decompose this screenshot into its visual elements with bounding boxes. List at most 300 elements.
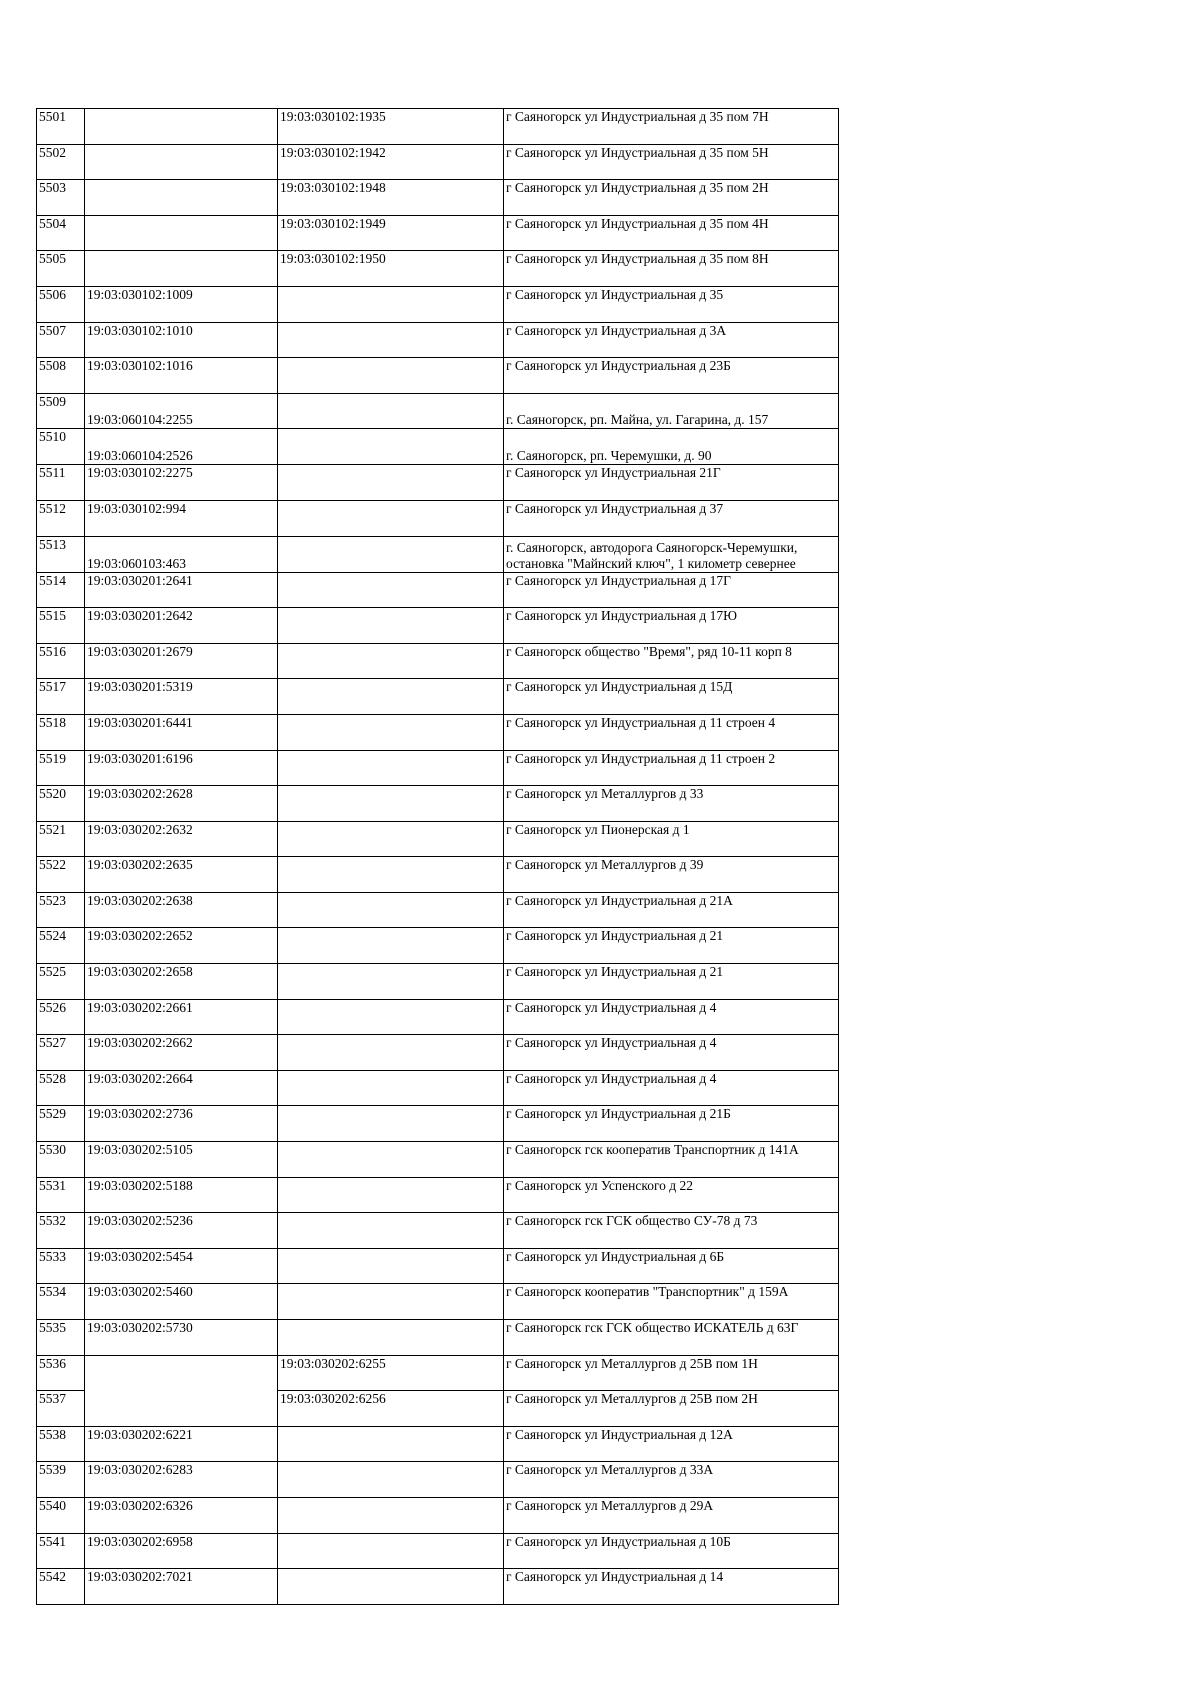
cadastral-number-cell (85, 1462, 278, 1498)
cadastral-number-cell (85, 928, 278, 964)
row-number-cell-text: 5520 (39, 786, 66, 802)
address-cell (504, 1106, 839, 1142)
object-number-cell (278, 714, 504, 750)
row-number-cell (37, 251, 85, 287)
row-number-cell-text: 5521 (39, 821, 66, 837)
address-cell-text: г Саяногорск ул Металлургов д 33А (506, 1462, 714, 1478)
cadastral-number-cell-text: 19:03:030202:2736 (87, 1106, 193, 1122)
row-number-cell-text: 5534 (39, 1284, 66, 1300)
cadastral-number-cell (85, 1284, 278, 1320)
table-row (37, 1142, 839, 1178)
table-row (37, 1070, 839, 1106)
cadastral-number-cell (85, 1142, 278, 1178)
cadastral-number-cell (85, 215, 278, 251)
row-number-cell-text: 5541 (39, 1533, 66, 1549)
object-number-cell (278, 679, 504, 715)
cadastral-number-cell-text: 19:03:030102:1016 (87, 358, 193, 374)
object-number-cell (278, 144, 504, 180)
table-row (37, 786, 839, 822)
object-number-cell (278, 429, 504, 465)
row-number-cell (37, 1142, 85, 1178)
object-number-cell (278, 608, 504, 644)
table-row (37, 1320, 839, 1356)
row-number-cell-text: 5512 (39, 500, 66, 516)
cadastral-number-cell (85, 1248, 278, 1284)
address-cell (504, 750, 839, 786)
object-number-cell-text: 19:03:030202:6255 (280, 1355, 386, 1371)
address-cell (504, 964, 839, 1000)
table-row (37, 251, 839, 287)
row-number-cell-text: 5509 (39, 393, 66, 409)
cadastral-number-cell-text: 19:03:030201:5319 (87, 679, 193, 695)
cadastral-number-cell (85, 999, 278, 1035)
cadastral-number-cell-text: 19:03:030202:2662 (87, 1035, 193, 1051)
cadastral-number-cell-text: 19:03:030201:6196 (87, 750, 193, 766)
address-cell (504, 892, 839, 928)
address-cell (504, 1569, 839, 1605)
row-number-cell-text: 5530 (39, 1142, 66, 1158)
cadastral-number-cell-text: 19:03:030202:6958 (87, 1533, 193, 1549)
table-row (37, 358, 839, 394)
row-number-cell-text: 5523 (39, 892, 66, 908)
cadastral-number-cell (85, 358, 278, 394)
table-row (37, 857, 839, 893)
object-number-cell (278, 251, 504, 287)
table-row (37, 1426, 839, 1462)
row-number-cell (37, 964, 85, 1000)
object-number-cell-text: 19:03:030202:6256 (280, 1391, 386, 1407)
row-number-cell (37, 714, 85, 750)
address-cell-text: г Саяногорск ул Индустриальная д 11 строен 2 (506, 750, 776, 766)
table-row (37, 679, 839, 715)
row-number-cell-text: 5529 (39, 1106, 66, 1122)
address-cell-text: г Саяногорск ул Индустриальная д 21А (506, 892, 733, 908)
object-number-cell (278, 358, 504, 394)
address-cell (504, 180, 839, 216)
row-number-cell-text: 5524 (39, 928, 66, 944)
object-number-cell (278, 786, 504, 822)
object-number-cell (278, 180, 504, 216)
cadastral-number-cell-text: 19:03:030202:2658 (87, 964, 193, 980)
row-number-cell (37, 1320, 85, 1356)
cadastral-number-cell-text: 19:03:060103:463 (87, 555, 187, 571)
row-number-cell (37, 1248, 85, 1284)
address-cell (504, 1142, 839, 1178)
row-number-cell (37, 358, 85, 394)
cadastral-number-cell (85, 322, 278, 358)
object-number-cell (278, 857, 504, 893)
address-cell (504, 608, 839, 644)
row-number-cell (37, 999, 85, 1035)
table-row (37, 1355, 839, 1391)
cadastral-number-cell-text: 19:03:060104:2255 (87, 412, 193, 428)
row-number-cell-text: 5535 (39, 1320, 66, 1335)
row-number-cell-text: 5503 (39, 180, 66, 196)
cadastral-number-cell (85, 572, 278, 608)
table-row (37, 750, 839, 786)
address-cell (504, 1320, 839, 1356)
address-cell (504, 679, 839, 715)
table-row (37, 964, 839, 1000)
row-number-cell (37, 1497, 85, 1533)
address-cell (504, 536, 839, 572)
cadastral-number-cell (85, 892, 278, 928)
cadastral-number-cell (85, 964, 278, 1000)
row-number-cell (37, 786, 85, 822)
address-cell-text: г Саяногорск ул Индустриальная д 21Б (506, 1106, 731, 1122)
address-cell-text: г Саяногорск ул Индустриальная д 21 (506, 928, 724, 944)
row-number-cell-text: 5526 (39, 999, 66, 1015)
table-row (37, 821, 839, 857)
row-number-cell-text: 5519 (39, 750, 66, 766)
object-number-cell (278, 109, 504, 145)
row-number-cell (37, 928, 85, 964)
address-cell-text: г Саяногорск ул Индустриальная 21Г (506, 465, 721, 481)
table-row (37, 1106, 839, 1142)
object-number-cell (278, 1177, 504, 1213)
row-number-cell (37, 429, 85, 465)
table-row (37, 572, 839, 608)
table-row (37, 286, 839, 322)
row-number-cell (37, 643, 85, 679)
cadastral-number-cell-text: 19:03:030201:2641 (87, 572, 193, 588)
address-cell-text: г Саяногорск ул Индустриальная д 6Б (506, 1248, 725, 1264)
cadastral-number-cell-text: 19:03:030201:2642 (87, 608, 193, 624)
object-number-cell (278, 1248, 504, 1284)
address-cell (504, 251, 839, 287)
cadastral-number-cell-text: 19:03:030201:2679 (87, 643, 193, 659)
address-cell (504, 999, 839, 1035)
cadastral-number-cell (85, 536, 278, 572)
row-number-cell-text: 5533 (39, 1248, 66, 1264)
row-number-cell (37, 857, 85, 893)
registry-table (36, 108, 839, 1605)
cadastral-number-cell (85, 1426, 278, 1462)
address-cell-text: г Саяногорск ул Индустриальная д 4 (506, 1070, 717, 1086)
object-number-cell (278, 1320, 504, 1356)
address-cell (504, 1497, 839, 1533)
cadastral-number-cell-text: 19:03:060104:2526 (87, 448, 193, 464)
cadastral-number-cell (85, 1320, 278, 1356)
row-number-cell-text: 5505 (39, 251, 66, 267)
object-number-cell-text: 19:03:030102:1950 (280, 251, 386, 267)
object-number-cell (278, 1426, 504, 1462)
row-number-cell (37, 215, 85, 251)
row-number-cell-text: 5537 (39, 1391, 66, 1407)
row-number-cell (37, 572, 85, 608)
row-number-cell-text: 5513 (39, 536, 66, 552)
object-number-cell (278, 1355, 504, 1391)
row-number-cell-text: 5508 (39, 358, 66, 374)
cadastral-number-cell (85, 465, 278, 501)
row-number-cell-text: 5507 (39, 322, 66, 338)
address-cell (504, 500, 839, 536)
table-row (37, 429, 839, 465)
object-number-cell (278, 1284, 504, 1320)
row-number-cell-text: 5532 (39, 1213, 66, 1229)
cadastral-number-cell (85, 821, 278, 857)
object-number-cell (278, 750, 504, 786)
row-number-cell (37, 322, 85, 358)
cadastral-number-cell-text: 19:03:030202:5460 (87, 1284, 193, 1300)
address-cell (504, 429, 839, 465)
address-cell-text: г Саяногорск ул Индустриальная д 35 пом 8Н (506, 251, 769, 267)
object-number-cell (278, 821, 504, 857)
row-number-cell-text: 5527 (39, 1035, 66, 1051)
row-number-cell (37, 1284, 85, 1320)
object-number-cell (278, 1142, 504, 1178)
row-number-cell (37, 536, 85, 572)
cadastral-number-cell-text: 19:03:030202:5188 (87, 1177, 193, 1193)
cadastral-number-cell-text: 19:03:030202:2632 (87, 821, 193, 837)
object-number-cell-text: 19:03:030102:1949 (280, 215, 386, 231)
table-row (37, 1177, 839, 1213)
cadastral-number-cell (85, 1355, 278, 1426)
table-row (37, 500, 839, 536)
row-number-cell (37, 180, 85, 216)
row-number-cell (37, 109, 85, 145)
address-cell (504, 1248, 839, 1284)
address-cell (504, 465, 839, 501)
table-row (37, 109, 839, 145)
address-cell-text: г Саяногорск ул Успенского д 22 (506, 1177, 694, 1193)
object-number-cell (278, 1533, 504, 1569)
table-row (37, 1213, 839, 1249)
cadastral-number-cell (85, 714, 278, 750)
address-cell-text: г Саяногорск ул Индустриальная д 35 (506, 286, 724, 302)
address-cell (504, 1035, 839, 1071)
row-number-cell (37, 750, 85, 786)
row-number-cell-text: 5525 (39, 964, 66, 980)
address-cell (504, 1462, 839, 1498)
table-row (37, 892, 839, 928)
address-cell (504, 1070, 839, 1106)
address-cell (504, 643, 839, 679)
address-cell-text: г Саяногорск ул Индустриальная д 35 пом 5Н (506, 144, 769, 160)
table-row (37, 1035, 839, 1071)
object-number-cell (278, 1462, 504, 1498)
cadastral-number-cell-text: 19:03:030202:2635 (87, 857, 193, 873)
row-number-cell-text: 5506 (39, 286, 66, 302)
row-number-cell-text: 5539 (39, 1462, 66, 1478)
address-cell (504, 857, 839, 893)
cadastral-number-cell (85, 679, 278, 715)
cadastral-number-cell-text: 19:03:030202:7021 (87, 1569, 193, 1585)
address-cell-text: г Саяногорск ул Индустриальная д 4 (506, 999, 717, 1015)
address-cell (504, 928, 839, 964)
cadastral-number-cell-text: 19:03:030202:5730 (87, 1320, 193, 1335)
cadastral-number-cell-text: 19:03:030102:2275 (87, 465, 193, 481)
row-number-cell-text: 5517 (39, 679, 66, 695)
address-cell-text: г Саяногорск ул Индустриальная д 35 пом 2Н (506, 180, 769, 196)
cadastral-number-cell (85, 1177, 278, 1213)
row-number-cell-text: 5528 (39, 1070, 66, 1086)
address-cell-text: г Саяногорск ул Индустриальная д 3А (506, 322, 727, 338)
row-number-cell (37, 465, 85, 501)
table-row (37, 465, 839, 501)
address-cell-text: г Саяногорск ул Индустриальная д 10Б (506, 1533, 731, 1549)
object-number-cell-text: 19:03:030102:1935 (280, 109, 386, 124)
row-number-cell (37, 1426, 85, 1462)
address-cell (504, 1284, 839, 1320)
row-number-cell (37, 1462, 85, 1498)
row-number-cell-text: 5510 (39, 429, 66, 445)
address-cell (504, 393, 839, 429)
address-cell (504, 322, 839, 358)
address-cell-text: г Саяногорск ул Индустриальная д 14 (506, 1569, 724, 1585)
row-number-cell (37, 1355, 85, 1391)
cadastral-number-cell-text: 19:03:030202:2652 (87, 928, 193, 944)
address-cell-text: г Саяногорск кооператив "Транспортник" д 159А (506, 1284, 789, 1300)
object-number-cell (278, 215, 504, 251)
cadastral-number-cell-text: 19:03:030202:2664 (87, 1070, 193, 1086)
address-cell (504, 144, 839, 180)
address-cell-text: г Саяногорск ул Металлургов д 33 (506, 786, 704, 802)
object-number-cell (278, 1569, 504, 1605)
row-number-cell (37, 144, 85, 180)
row-number-cell (37, 1213, 85, 1249)
table-row (37, 215, 839, 251)
address-cell-text: г Саяногорск ул Индустриальная д 17Ю (506, 608, 738, 624)
cadastral-number-cell-text: 19:03:030202:6221 (87, 1426, 193, 1442)
row-number-cell-text: 5501 (39, 109, 66, 124)
object-number-cell (278, 1497, 504, 1533)
object-number-cell (278, 286, 504, 322)
table-row (37, 999, 839, 1035)
row-number-cell-text: 5516 (39, 643, 66, 659)
cadastral-number-cell-text: 19:03:030102:1009 (87, 286, 193, 302)
address-cell-text: г Саяногорск гск ГСК общество СУ-78 д 73 (506, 1213, 758, 1229)
object-number-cell (278, 536, 504, 572)
cadastral-number-cell (85, 251, 278, 287)
address-cell-text: г Саяногорск ул Индустриальная д 35 пом 7Н (506, 109, 769, 124)
row-number-cell (37, 1391, 85, 1427)
row-number-cell-text: 5514 (39, 572, 66, 588)
row-number-cell-text: 5538 (39, 1426, 66, 1442)
object-number-cell (278, 1035, 504, 1071)
address-cell-text: г Саяногорск ул Индустриальная д 4 (506, 1035, 717, 1051)
table-row (37, 393, 839, 429)
table-row (37, 608, 839, 644)
cadastral-number-cell-text: 19:03:030202:6283 (87, 1462, 193, 1478)
address-cell (504, 358, 839, 394)
address-cell-text: г Саяногорск ул Индустриальная д 15Д (506, 679, 733, 695)
address-cell (504, 1355, 839, 1391)
cadastral-number-cell-text: 19:03:030202:2628 (87, 786, 193, 802)
row-number-cell (37, 892, 85, 928)
address-cell (504, 1426, 839, 1462)
object-number-cell (278, 322, 504, 358)
cadastral-number-cell (85, 286, 278, 322)
address-cell-text: г Саяногорск гск ГСК общество ИСКАТЕЛЬ д 63Г (506, 1320, 799, 1335)
cadastral-number-cell (85, 1497, 278, 1533)
address-cell-text: г Саяногорск ул Индустриальная д 12А (506, 1426, 733, 1442)
object-number-cell (278, 964, 504, 1000)
cadastral-number-cell-text: 19:03:030202:5454 (87, 1248, 193, 1264)
row-number-cell-text: 5531 (39, 1177, 66, 1193)
cadastral-number-cell (85, 180, 278, 216)
table-row (37, 928, 839, 964)
table-row (37, 322, 839, 358)
cadastral-number-cell-text: 19:03:030202:5236 (87, 1213, 193, 1229)
object-number-cell (278, 1070, 504, 1106)
address-cell (504, 1213, 839, 1249)
cadastral-number-cell-text: 19:03:030202:6326 (87, 1497, 193, 1513)
object-number-cell-text: 19:03:030102:1942 (280, 144, 386, 160)
cadastral-number-cell (85, 109, 278, 145)
row-number-cell (37, 286, 85, 322)
cadastral-number-cell-text: 19:03:030202:2661 (87, 999, 193, 1015)
address-cell-text: г Саяногорск ул Металлургов д 25В пом 2Н (506, 1391, 758, 1407)
address-cell-text: г Саяногорск ул Индустриальная д 23Б (506, 358, 731, 374)
cadastral-number-cell (85, 1533, 278, 1569)
cadastral-number-cell (85, 608, 278, 644)
object-number-cell (278, 999, 504, 1035)
object-number-cell (278, 1213, 504, 1249)
table-row (37, 1284, 839, 1320)
cadastral-number-cell (85, 1213, 278, 1249)
cadastral-number-cell-text: 19:03:030102:1010 (87, 322, 193, 338)
cadastral-number-cell (85, 643, 278, 679)
address-cell (504, 1177, 839, 1213)
cadastral-number-cell (85, 500, 278, 536)
table-row (37, 144, 839, 180)
cadastral-number-cell-text: 19:03:030102:994 (87, 500, 187, 516)
registry-table-body (37, 109, 839, 1605)
row-number-cell (37, 1106, 85, 1142)
cadastral-number-cell (85, 1070, 278, 1106)
address-cell (504, 786, 839, 822)
row-number-cell-text: 5504 (39, 215, 66, 231)
address-cell (504, 215, 839, 251)
cadastral-number-cell-text: 19:03:030202:5105 (87, 1142, 193, 1158)
row-number-cell (37, 500, 85, 536)
cadastral-number-cell (85, 393, 278, 429)
cadastral-number-cell (85, 429, 278, 465)
object-number-cell (278, 465, 504, 501)
address-cell (504, 821, 839, 857)
table-row (37, 1497, 839, 1533)
row-number-cell (37, 1177, 85, 1213)
address-cell (504, 109, 839, 145)
address-cell-text: г Саяногорск ул Индустриальная д 11 строен 4 (506, 714, 776, 730)
address-cell-text: г Саяногорск ул Металлургов д 39 (506, 857, 704, 873)
object-number-cell (278, 928, 504, 964)
row-number-cell-text: 5542 (39, 1569, 66, 1585)
object-number-cell-text: 19:03:030102:1948 (280, 180, 386, 196)
object-number-cell (278, 1106, 504, 1142)
cadastral-number-cell (85, 786, 278, 822)
object-number-cell (278, 393, 504, 429)
object-number-cell (278, 892, 504, 928)
table-row (37, 180, 839, 216)
object-number-cell (278, 572, 504, 608)
address-cell (504, 1391, 839, 1427)
object-number-cell (278, 500, 504, 536)
address-cell-text: г. Саяногорск, рп. Черемушки, д. 90 (506, 448, 712, 464)
address-cell-text: г. Саяногорск, автодорога Саяногорск-Черемушки, остановка "Майнский ключ", 1 километр севернее (506, 539, 798, 571)
address-cell-text: г Саяногорск ул Индустриальная д 35 пом 4Н (506, 215, 769, 231)
address-cell (504, 1533, 839, 1569)
row-number-cell (37, 679, 85, 715)
row-number-cell-text: 5511 (39, 465, 66, 481)
cadastral-number-cell (85, 144, 278, 180)
cadastral-number-cell (85, 1569, 278, 1605)
object-number-cell (278, 1391, 504, 1427)
address-cell-text: г Саяногорск гск кооператив Транспортник д 141А (506, 1142, 799, 1158)
table-row (37, 536, 839, 572)
cadastral-number-cell (85, 1035, 278, 1071)
